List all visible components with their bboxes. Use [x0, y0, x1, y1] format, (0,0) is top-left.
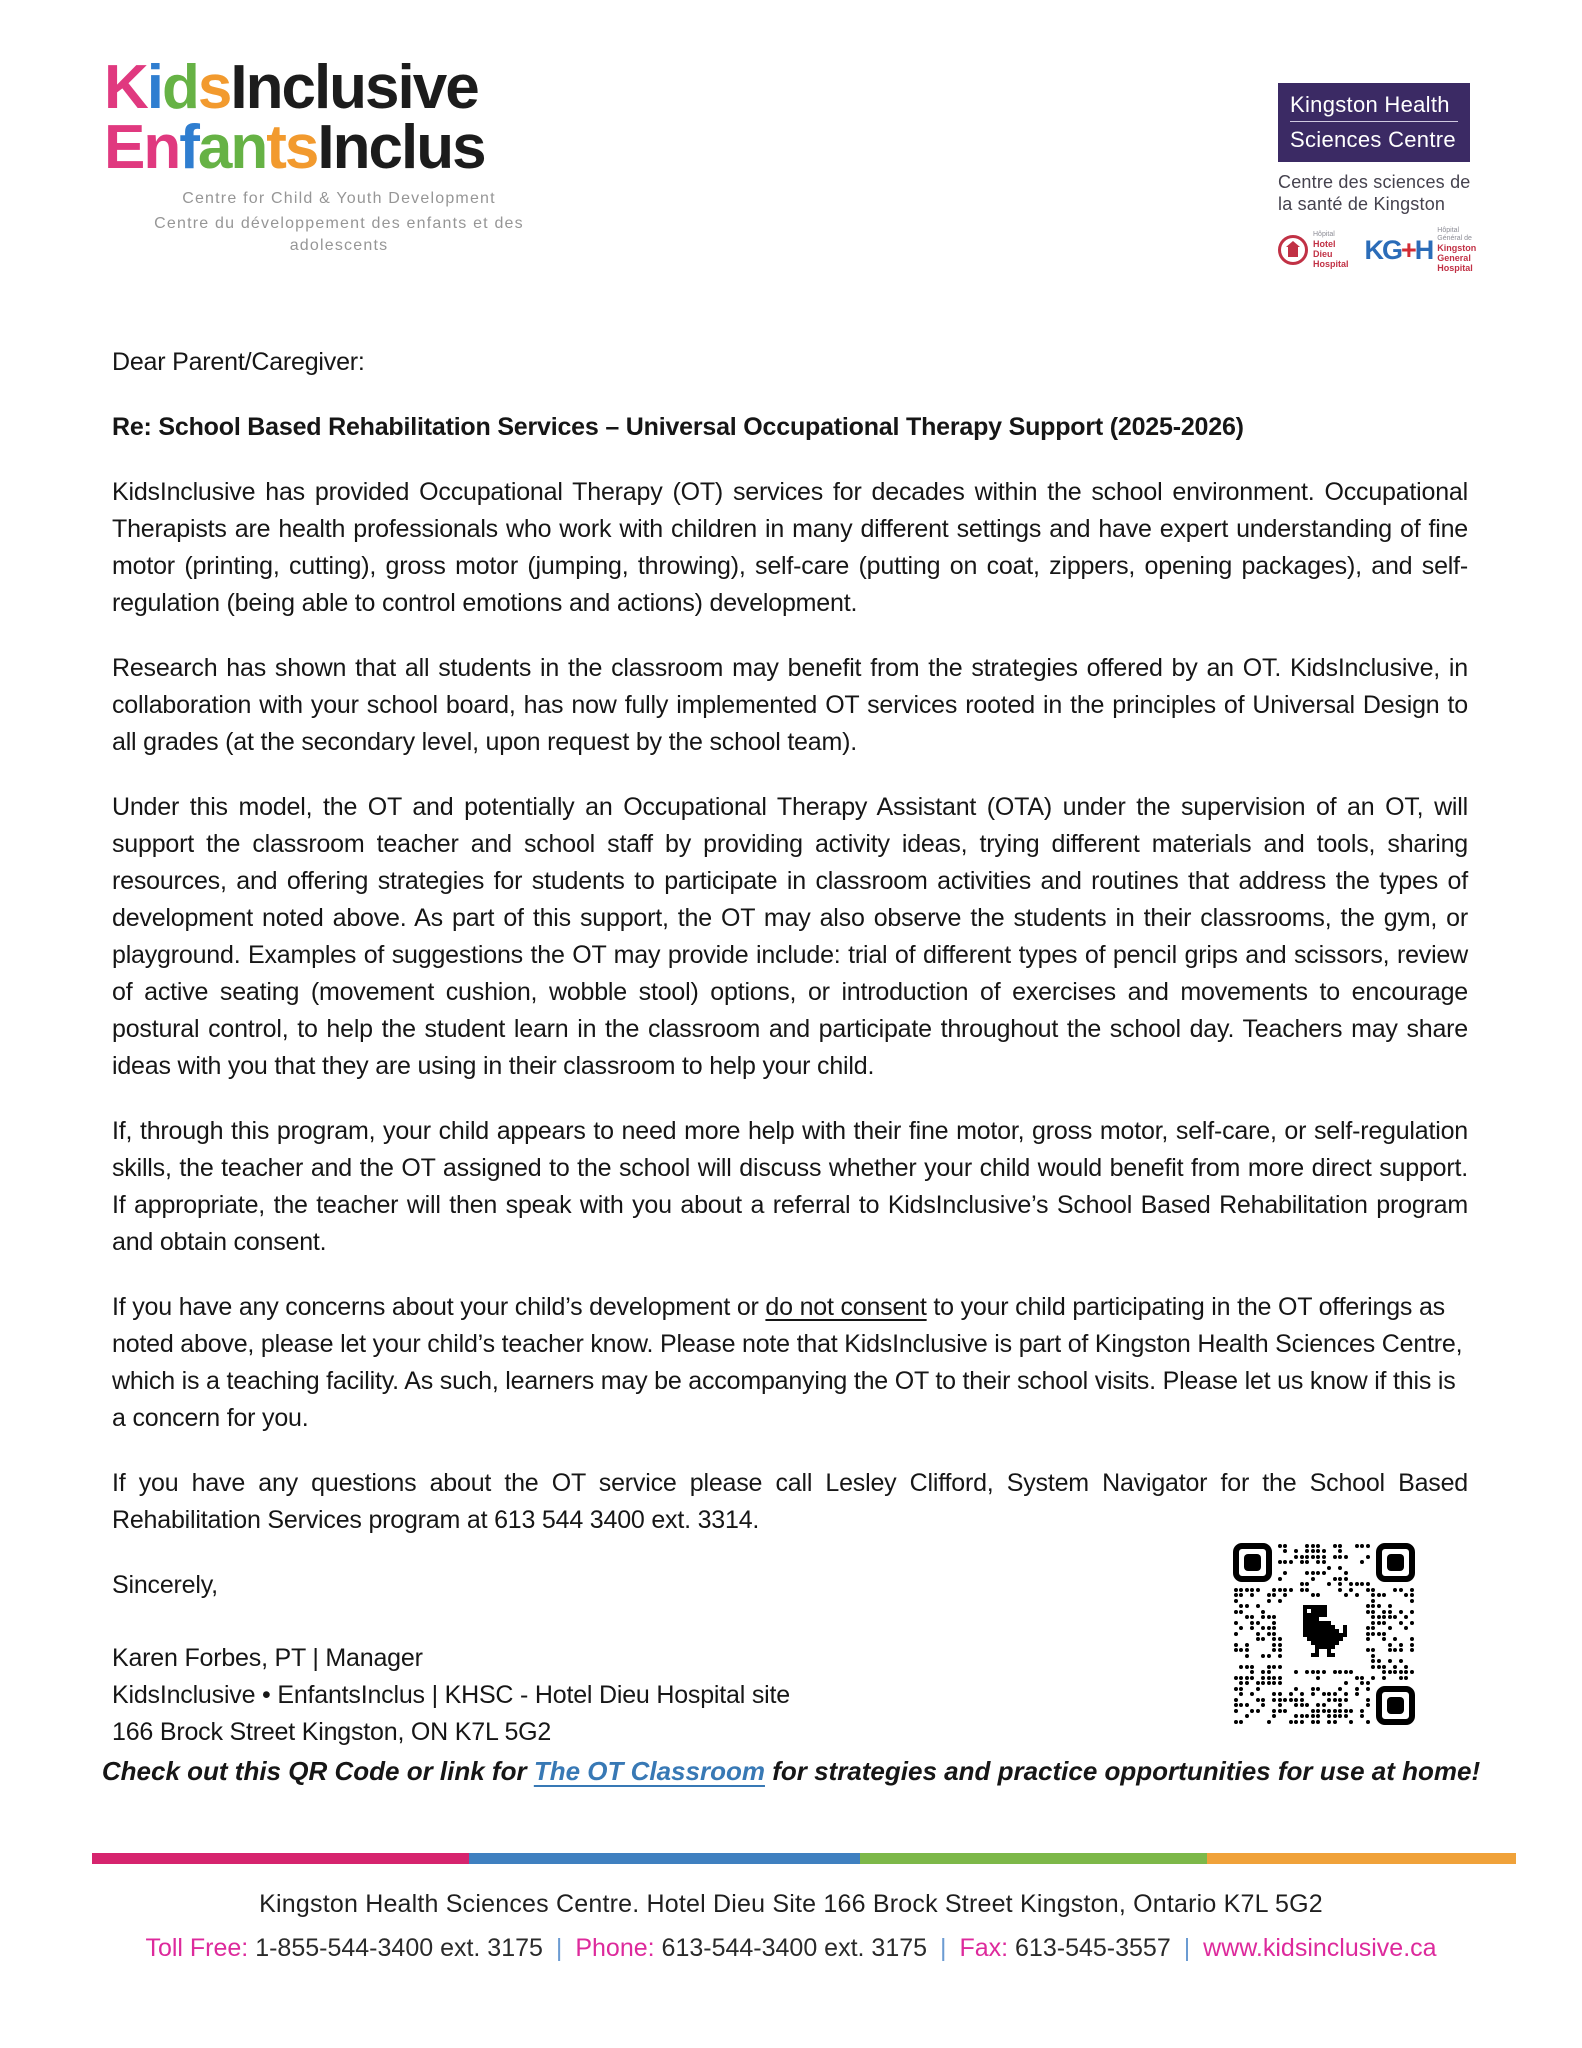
logo-word-inclusive: Inclusive — [230, 53, 478, 122]
ot-classroom-link[interactable]: The OT Classroom — [533, 1756, 765, 1786]
hotel-dieu-icon — [1278, 235, 1308, 265]
khsc-french-line2: la santé de Kingston — [1278, 194, 1446, 214]
toll-free-number: 1-855-544-3400 ext. 3175 — [255, 1934, 543, 1962]
footer-contact — [0, 1934, 1582, 1963]
kgh-label — [1437, 227, 1476, 273]
paragraph-3: Under this model, the OT and potentially an Occupational Therapy Assistant (OTA) under the supervision of an OT, will support the classroom teacher and school staff by providing activity ideas, trying different materials and tools, sharing resources, and offering strategies for students to participate in classroom activities and routines that address the types of development noted above. As part of this support, the OT may also observe the students in their classrooms, the gym, or playground. Examples of suggestions the OT may provide include: trial of different types of pencil grips and scissors, review of active seating (movement cushion, wobble stool) options, or introduction of exercises and movements to encourage postural control, to help the student learn in the classroom and participate throughout the school day. Teachers may share ideas with you that they are using in their classroom to help your child. — [112, 793, 1468, 1080]
kgh-cross-icon: + — [1401, 234, 1415, 265]
toll-free-label: Toll Free: — [145, 1934, 249, 1962]
fax-number: 613-545-3557 — [1015, 1934, 1171, 1962]
khsc-wordmark-line2: Sciences Centre — [1290, 127, 1456, 152]
khsc-divider — [1290, 121, 1458, 122]
logo-word-kids: Kids — [104, 53, 231, 122]
fax-label: Fax: — [959, 1934, 1009, 1962]
kidsinclusive-logo — [104, 53, 574, 257]
qr-code — [1233, 1543, 1415, 1725]
kgh-label-hospital: Hospital — [1437, 263, 1473, 273]
qr-finder-top-left — [1233, 1543, 1272, 1582]
khsc-logo — [1278, 83, 1477, 273]
kgh-logo — [1365, 227, 1477, 273]
logo-tagline-fr: Centre du développement des enfants et des adolescents — [154, 215, 524, 254]
website-link[interactable]: www.kidsinclusive.ca — [1203, 1934, 1437, 1962]
logo-line-enfantsinclus — [104, 113, 574, 182]
qr-finder-bottom-right — [1376, 1686, 1415, 1725]
paragraph-5-end: to your child participating in the OT offerings as noted above, please let your child’s teacher know. Please note that KidsInclusive is part of Kingston Health Sciences Centre, which is a teaching facility. As such, learners may be accompanying the OT to their school visits. Please let us know if this is a concern for you. — [112, 1293, 1463, 1432]
qr-caption-start: Check out this QR Code or link for — [101, 1756, 534, 1786]
signature-name-title: Karen Forbes, PT | Manager — [112, 1644, 423, 1672]
paragraph-6: If you have any questions about the OT service please call Lesley Clifford, System Navigator for the School Based Rehabilitation Services program at 613 544 3400 ext. 3314. — [112, 1469, 1468, 1534]
paragraph-5-start: If you have any concerns about your child’s development or — [112, 1293, 766, 1321]
kgh-icon — [1365, 235, 1433, 266]
letter-body — [112, 344, 1468, 1751]
qr-caption-end: for strategies and practice opportunities for use at home! — [764, 1756, 1481, 1786]
khsc-french-line1: Centre des sciences de — [1278, 172, 1471, 192]
logo-line-kidsinclusive — [104, 53, 574, 122]
khsc-wordmark — [1278, 83, 1470, 162]
footer-separator: | — [555, 1934, 563, 1962]
kgh-label-name: Kingston General — [1437, 243, 1477, 263]
do-not-consent-underlined: do not consent — [765, 1293, 927, 1321]
kgh-letters-kg: KG — [1364, 234, 1402, 265]
footer-address: Kingston Health Sciences Centre. Hotel Dieu Site 166 Brock Street Kingston, Ontario K7L 5G2 — [259, 1890, 1323, 1918]
signature-address: 166 Brock Street Kingston, ON K7L 5G2 — [112, 1718, 552, 1746]
logo-word-enfants: Enfants — [104, 113, 318, 182]
phone-number: 613-544-3400 ext. 3175 — [661, 1934, 928, 1962]
qr-finder-top-right — [1376, 1543, 1415, 1582]
khsc-wordmark-line1: Kingston Health — [1290, 92, 1450, 117]
kgh-label-fr: Hôpital Général de — [1437, 227, 1472, 242]
logo-tagline-en: Centre for Child & Youth Development — [182, 190, 496, 207]
footer-separator: | — [1183, 1934, 1191, 1962]
subject-line: Re: School Based Rehabilitation Services – Universal Occupational Therapy Support (2025-2026) — [112, 413, 1244, 441]
hotel-dieu-logo — [1278, 231, 1349, 269]
hotel-dieu-label-hospital: Hospital — [1313, 259, 1349, 269]
signature-organization: KidsInclusive • EnfantsInclus | KHSC - Hotel Dieu Hospital site — [112, 1681, 790, 1709]
kgh-letter-h: H — [1414, 234, 1433, 265]
hotel-dieu-label-name: Hotel Dieu — [1313, 239, 1336, 259]
closing: Sincerely, — [112, 1571, 218, 1599]
footer-separator: | — [940, 1934, 947, 1962]
khsc-french-name — [1278, 171, 1473, 215]
paragraph-2: Research has shown that all students in the classroom may benefit from the strategies offered by an OT. KidsInclusive, in collaboration with your school board, has now fully implemented OT services rooted in the principles of Universal Design to all grades (at the secondary level, upon request by the school team). — [112, 654, 1468, 756]
hospital-logos — [1278, 227, 1477, 273]
paragraph-1: KidsInclusive has provided Occupational Therapy (OT) services for decades within the school environment. Occupational Therapists are health professionals who work with children in many different settings and have expert understanding of fine motor (printing, cutting), gross motor (jumping, throwing), self-care (putting on coat, zippers, opening packages), and self-regulation (being able to control emotions and actions) development. — [112, 478, 1468, 617]
qr-caption — [0, 1756, 1582, 1787]
hotel-dieu-label-fr: Hôpital — [1313, 231, 1335, 238]
paragraph-5 — [112, 1289, 1468, 1437]
dinosaur-icon — [1299, 1605, 1347, 1657]
salutation: Dear Parent/Caregiver: — [112, 348, 365, 376]
phone-label: Phone: — [575, 1934, 655, 1962]
paragraph-4: If, through this program, your child appears to need more help with their fine motor, gross motor, self-care, or self-regulation skills, the teacher and the OT assigned to the school will discuss whether your child would benefit from more direct support. If appropriate, the teacher will then speak with you about a referral to KidsInclusive’s School Based Rehabilitation program and obtain consent. — [112, 1117, 1468, 1256]
building-icon — [1288, 247, 1298, 257]
hotel-dieu-label — [1313, 231, 1349, 269]
footer-color-bar — [92, 1853, 1516, 1864]
logo-word-inclus: Inclus — [317, 113, 485, 182]
